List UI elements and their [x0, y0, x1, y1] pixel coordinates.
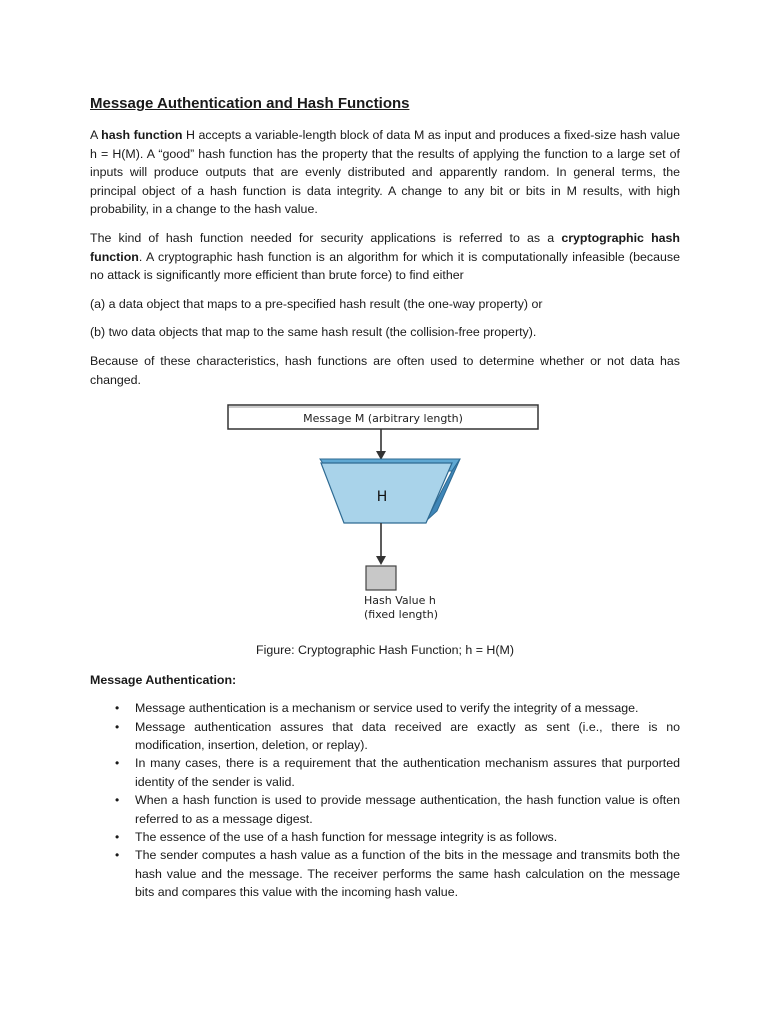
hash-diagram [90, 399, 680, 639]
list-item: • The essence of the use of a hash function for message integrity is as follows. [135, 828, 680, 846]
hash-output-box [366, 566, 396, 590]
p2-pre: The kind of hash function needed for security applications is referred to as a [90, 230, 562, 245]
function-label: H [376, 489, 388, 506]
output-label-2: (fixed length) [364, 608, 438, 622]
list-item: • Message authentication is a mechanism or service used to verify the integrity of a message. [135, 699, 680, 717]
section-title-message-authentication: Message Authentication: [90, 673, 237, 688]
hash-function-figure [90, 399, 680, 639]
message-label: Message M (arbitrary length) [303, 412, 463, 426]
page-title: Message Authentication and Hash Functions [90, 95, 410, 112]
paragraph-hash-function [90, 126, 680, 219]
list-item: • The sender computes a hash value as a function of the bits in the message and transmits both the hash value and the message. The receiver performs the same hash calculation on the message bits and compares this value with the incoming hash value. [135, 846, 680, 901]
paragraph-characteristics: Because of these characteristics, hash functions are often used to determine whether or not data has changed. [90, 353, 680, 387]
list-item: • When a hash function is used to provide message authentication, the hash function value is often referred to as a message digest. [135, 791, 680, 828]
output-label-1: Hash Value h [364, 594, 436, 608]
paragraph-one-way: (a) a data object that maps to a pre-specified hash result (the one-way property) or [90, 296, 543, 311]
paragraph-cryptographic [90, 229, 680, 285]
p2-post: . A cryptographic hash function is an algorithm for which it is computationally infeasible (because no attack is significantly more efficient than brute force) to find either [90, 249, 680, 283]
list-item: • Message authentication assures that data received are exactly as sent (i.e., there is no modification, insertion, deletion, or replay). [135, 718, 680, 755]
bullet-list [90, 699, 680, 901]
p1-post: H accepts a variable-length block of data M as input and produces a fixed-size hash value h = H(M). A “good” hash function has the property that the results of applying the function to a large set of inputs will produce outputs that are evenly distributed and apparently random. In general terms, the principal object of a hash function is data integrity. A change to any bit or bits in M results, with high probability, in a change to the hash value. [90, 128, 680, 217]
list-item: • In many cases, there is a requirement that the authentication mechanism assures that purported identity of the sender is valid. [135, 754, 680, 791]
term-hash-function: hash function [101, 128, 183, 142]
term-cryptographic-hash-function: cryptographic hash function [90, 230, 680, 264]
paragraph-collision-free: (b) two data objects that map to the same hash result (the collision-free property). [90, 325, 537, 340]
figure-caption: Figure: Cryptographic Hash Function; h = H(M) [256, 643, 514, 658]
p1-pre: A [90, 128, 102, 142]
document-content [90, 94, 680, 902]
